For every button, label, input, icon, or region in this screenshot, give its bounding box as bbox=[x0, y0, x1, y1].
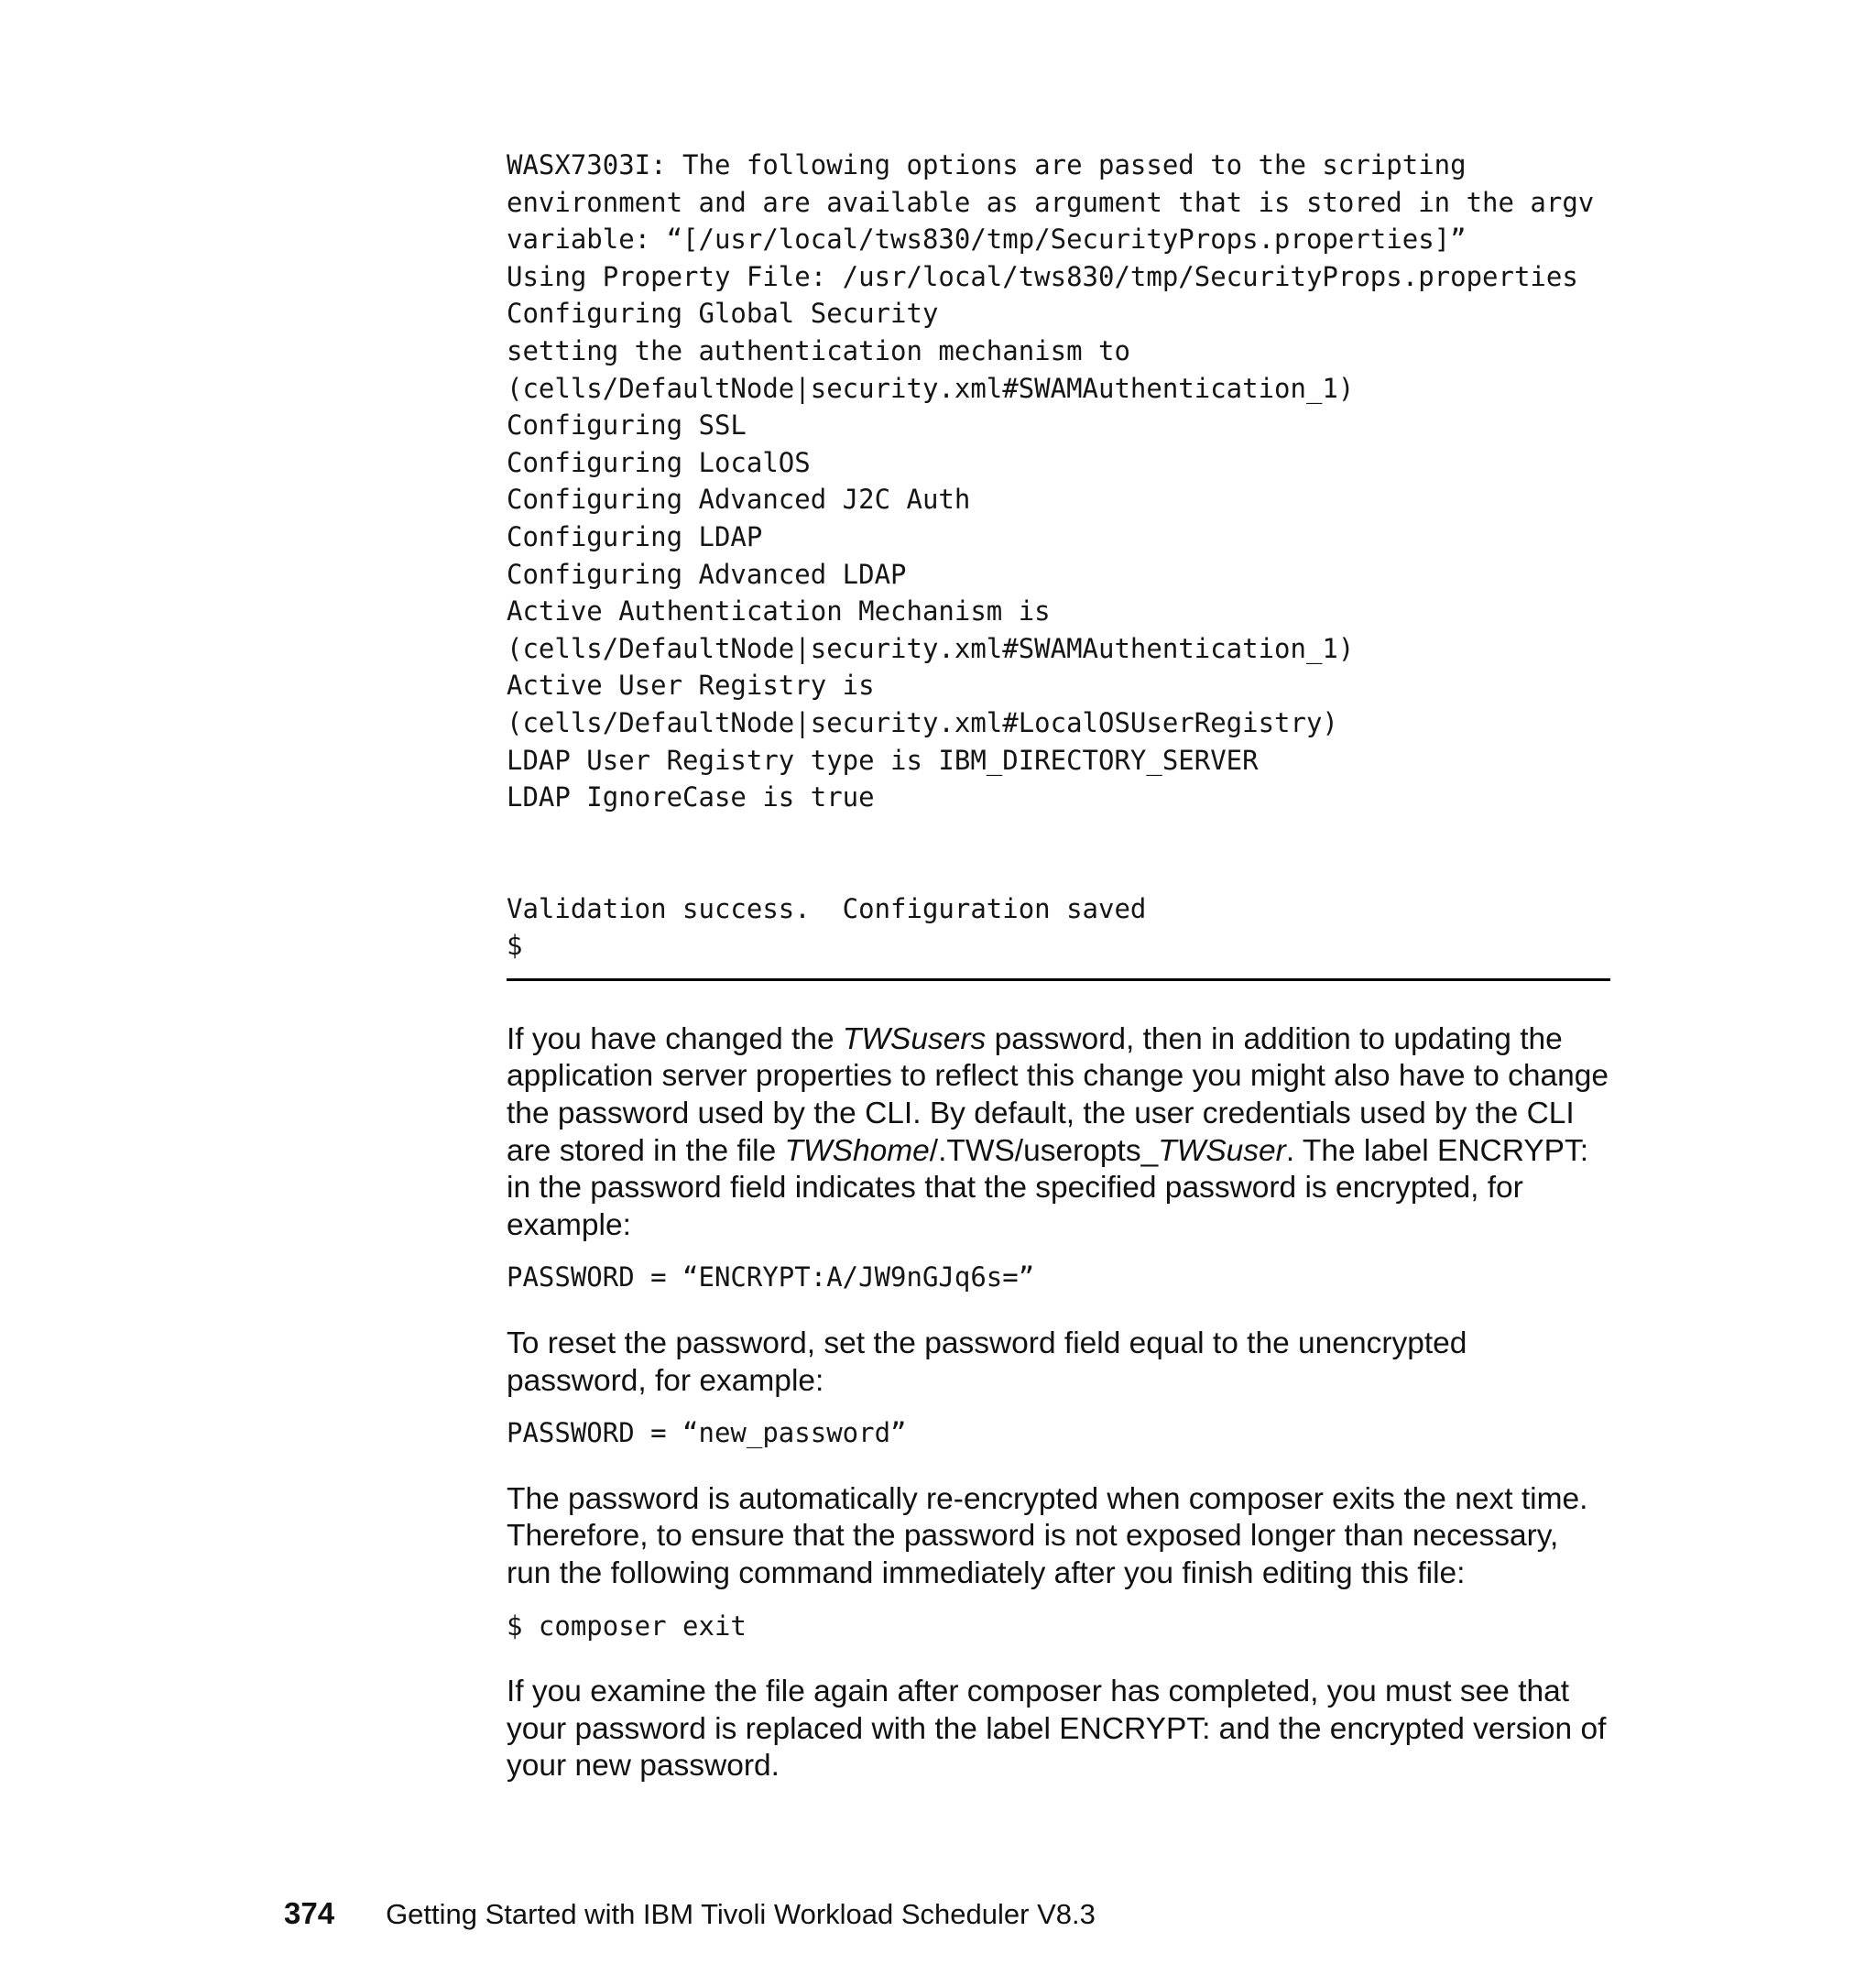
code-line: LDAP User Registry type is IBM_DIRECTORY_SERVER bbox=[507, 744, 1259, 776]
code-line: environment and are available as argument that is stored in the argv bbox=[507, 186, 1595, 218]
paragraph-credentials bbox=[507, 1021, 1610, 1245]
script-output-block bbox=[507, 147, 1610, 965]
page-footer bbox=[284, 1896, 1096, 1931]
code-line: (cells/DefaultNode|security.xml#SWAMAuthentication_1) bbox=[507, 632, 1355, 664]
code-line: variable: “[/usr/local/tws830/tmp/SecurityProps.properties]” bbox=[507, 224, 1467, 256]
text-run: password, then in addition to updating the application server properties to reflect this change you might also have to change the password used by the CLI. By default, the user credentials used by the CLI are stored in the file bbox=[507, 1021, 1609, 1168]
page-content bbox=[507, 147, 1610, 1785]
code-line: Configuring Advanced LDAP bbox=[507, 558, 907, 590]
code-line: Using Property File: /usr/local/tws830/tmp/SecurityProps.properties bbox=[507, 260, 1578, 292]
code-line: Configuring LDAP bbox=[507, 520, 763, 552]
code-example-encrypted: PASSWORD = “ENCRYPT:A/JW9nGJq6s=” bbox=[507, 1261, 1035, 1293]
page-number: 374 bbox=[284, 1896, 335, 1930]
paragraph-examine: If you examine the file again after composer has completed, you must see that your password is replaced with the label ENCRYPT: and the encrypted version of your new password. bbox=[507, 1675, 1607, 1784]
code-example-new-password: PASSWORD = “new_password” bbox=[507, 1417, 907, 1449]
code-line: (cells/DefaultNode|security.xml#SWAMAuthentication_1) bbox=[507, 372, 1355, 404]
italic-term: TWSuser bbox=[1158, 1133, 1286, 1168]
code-line: setting the authentication mechanism to bbox=[507, 334, 1130, 366]
code-line: WASX7303I: The following options are passed to the scripting bbox=[507, 149, 1467, 180]
code-line: Configuring LocalOS bbox=[507, 446, 811, 478]
paragraph-reset: To reset the password, set the password field equal to the unencrypted password, for example: bbox=[507, 1326, 1467, 1398]
code-blank-lines bbox=[507, 816, 1610, 890]
italic-term: TWSusers bbox=[842, 1021, 987, 1056]
code-example-composer-exit: $ composer exit bbox=[507, 1610, 747, 1642]
italic-term: TWShome bbox=[784, 1133, 930, 1168]
code-line: Configuring Global Security bbox=[507, 298, 939, 330]
section-divider bbox=[507, 978, 1610, 981]
book-title: Getting Started with IBM Tivoli Workload Scheduler V8.3 bbox=[386, 1898, 1096, 1930]
text-run: . The label ENCRYPT: in the password field indicates that the specified password is encrypted, for example: bbox=[507, 1133, 1589, 1242]
code-line: Active User Registry is bbox=[507, 670, 875, 702]
paragraph-reencrypt: The password is automatically re-encrypted when composer exits the next time. Therefore, to ensure that the password is not exposed longer than necessary, run the following command immediately after you finish editing this file: bbox=[507, 1481, 1588, 1590]
code-line: (cells/DefaultNode|security.xml#LocalOSUserRegistry) bbox=[507, 706, 1338, 738]
text-run: /.TWS/useropts_ bbox=[929, 1133, 1159, 1168]
text-run: If you have changed the bbox=[507, 1021, 843, 1056]
code-line: LDAP IgnoreCase is true bbox=[507, 781, 875, 813]
code-line: Active Authentication Mechanism is bbox=[507, 595, 1051, 627]
code-line: Configuring Advanced J2C Auth bbox=[507, 484, 971, 516]
code-line: Configuring SSL bbox=[507, 409, 747, 442]
code-line: Validation success. Configuration saved bbox=[507, 892, 1147, 924]
code-line: $ bbox=[507, 930, 523, 962]
